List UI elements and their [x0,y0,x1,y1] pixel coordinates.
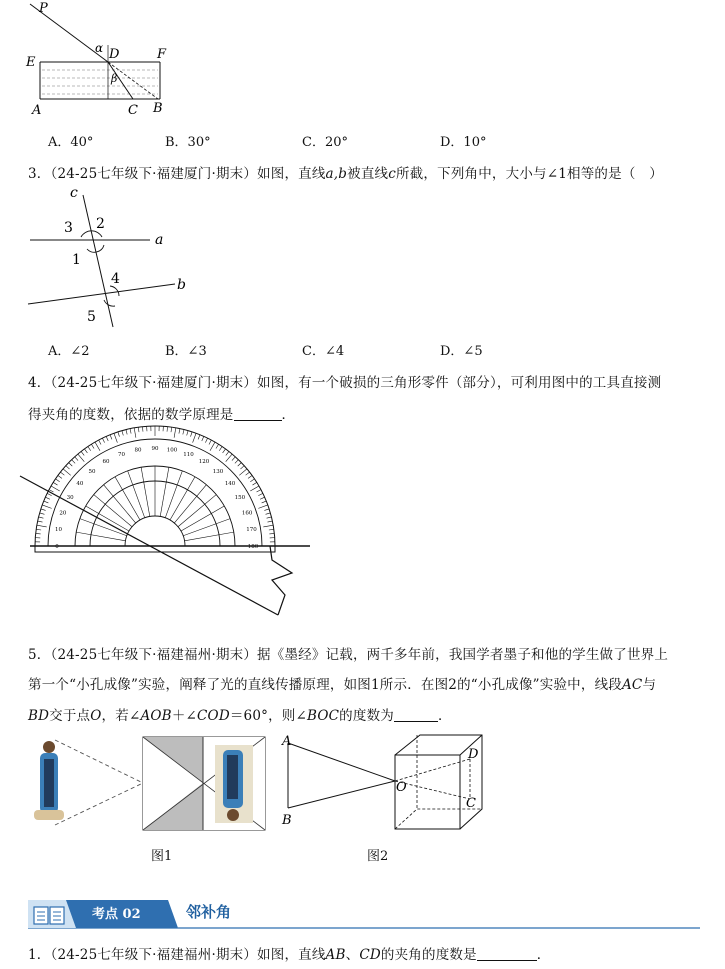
fig1-label-p: P [39,1,48,16]
fig1-label-d: D [109,47,120,62]
fig3-label-4: 4 [111,271,120,287]
fig3-label-5: 5 [87,309,96,325]
q3-option-d[interactable]: D．∠5 [440,344,483,359]
q3-option-b[interactable]: B．∠3 [165,344,207,359]
q5-stem-line3: BD交于点O，若∠AOB＋∠COD＝60°，则∠BOC的度数为 ． [28,708,452,724]
protractor-tick-label: 10 [54,526,62,533]
protractor-tick-label: 180 [247,544,259,550]
q2-option-d[interactable]: D．10° [440,135,487,150]
protractor-tick-label: 120 [198,459,210,466]
protractor-tick-label: 170 [246,526,257,533]
figure-protractor [20,430,320,630]
fig5-label-b: B [282,813,292,828]
fig3-label-1: 1 [72,252,81,268]
protractor-tick-label: 90 [151,446,159,452]
protractor-tick-label: 40 [76,481,84,488]
protractor-tick-label: 20 [59,510,67,517]
protractor-tick-label: 110 [183,451,194,458]
q1b-answer-blank[interactable] [477,948,537,961]
fig1-label-beta: β [111,72,118,85]
caption-figure-2: 图2 [367,849,389,864]
figure-refraction [25,0,175,120]
section-title: 邻补角 [186,903,232,921]
fig3-label-3: 3 [64,220,73,236]
q4-stem-line2: 得夹角的度数，依据的数学原理是 ． [28,407,296,423]
figure-pinhole-photo [25,735,275,835]
q4-answer-blank[interactable] [234,408,282,421]
fig1-label-f: F [157,47,167,62]
scholar-figure-icon [34,741,64,820]
q2-option-c[interactable]: C．20° [302,135,348,150]
fig1-label-c: C [128,103,138,118]
protractor-tick-label: 70 [117,451,125,458]
protractor-tick-label: 140 [224,481,236,488]
protractor-tick-label: 160 [241,510,253,517]
q2-option-b[interactable]: B．30° [165,135,211,150]
q5-stem-line1: 5．（24-25七年级下·福建福州·期末）据《墨经》记载，两千多年前，我国学者墨子和他的学生做了世界上 [28,647,669,663]
figure-pinhole-cube [280,733,490,833]
protractor-tick-label: 100 [166,447,178,454]
fig5-label-a: A [282,734,292,749]
fig5-label-o: O [396,780,407,795]
fig3-label-c: c [70,185,78,201]
q3-option-c[interactable]: C．∠4 [302,344,345,359]
figure-transversal [25,185,205,330]
section-label: 考点 02 [92,907,141,922]
fig1-label-alpha: α [95,41,104,55]
fig3-label-b: b [177,277,186,293]
fig5-label-d: D [468,747,479,762]
protractor-tick-label: 130 [212,468,224,475]
q4-stem-line1: 4．（24-25七年级下·福建厦门·期末）如图，有一个破损的三角形零件（部分），可利用图中的工具直接测 [28,375,662,391]
protractor-tick-label: 150 [234,495,246,501]
fig5-label-c: C [466,796,476,811]
q1b-stem: 1．（24-25七年级下·福建福州·期末）如图，直线AB、CD的夹角的度数是 ． [28,947,551,963]
q3-stem: 3．（24-25七年级下·福建厦门·期末）如图，直线a,b被直线c所截，下列角中，大小与∠1相等的是（ ） [28,166,663,182]
inverted-image-icon [215,745,253,823]
q2-option-a[interactable]: A．40° [48,135,94,150]
fig1-label-b: B [153,101,163,116]
protractor-tick-label: 30 [66,495,74,501]
q5-stem-line2: 第一个“小孔成像”实验，阐释了光的直线传播原理，如图1所示．在图2的“小孔成像”实验中，线段AC与 [28,677,657,693]
protractor-tick-label: 50 [88,468,96,475]
fig3-label-a: a [155,232,164,248]
q3-option-a[interactable]: A．∠2 [48,344,90,359]
protractor-tick-label: 0 [55,544,59,550]
caption-figure-1: 图1 [151,849,173,864]
protractor-tick-label: 80 [134,447,142,454]
fig1-label-a: A [32,103,42,118]
q5-answer-blank[interactable] [394,709,438,722]
fig1-label-e: E [26,55,36,70]
protractor-tick-label: 60 [102,459,110,466]
fig3-label-2: 2 [96,216,105,232]
